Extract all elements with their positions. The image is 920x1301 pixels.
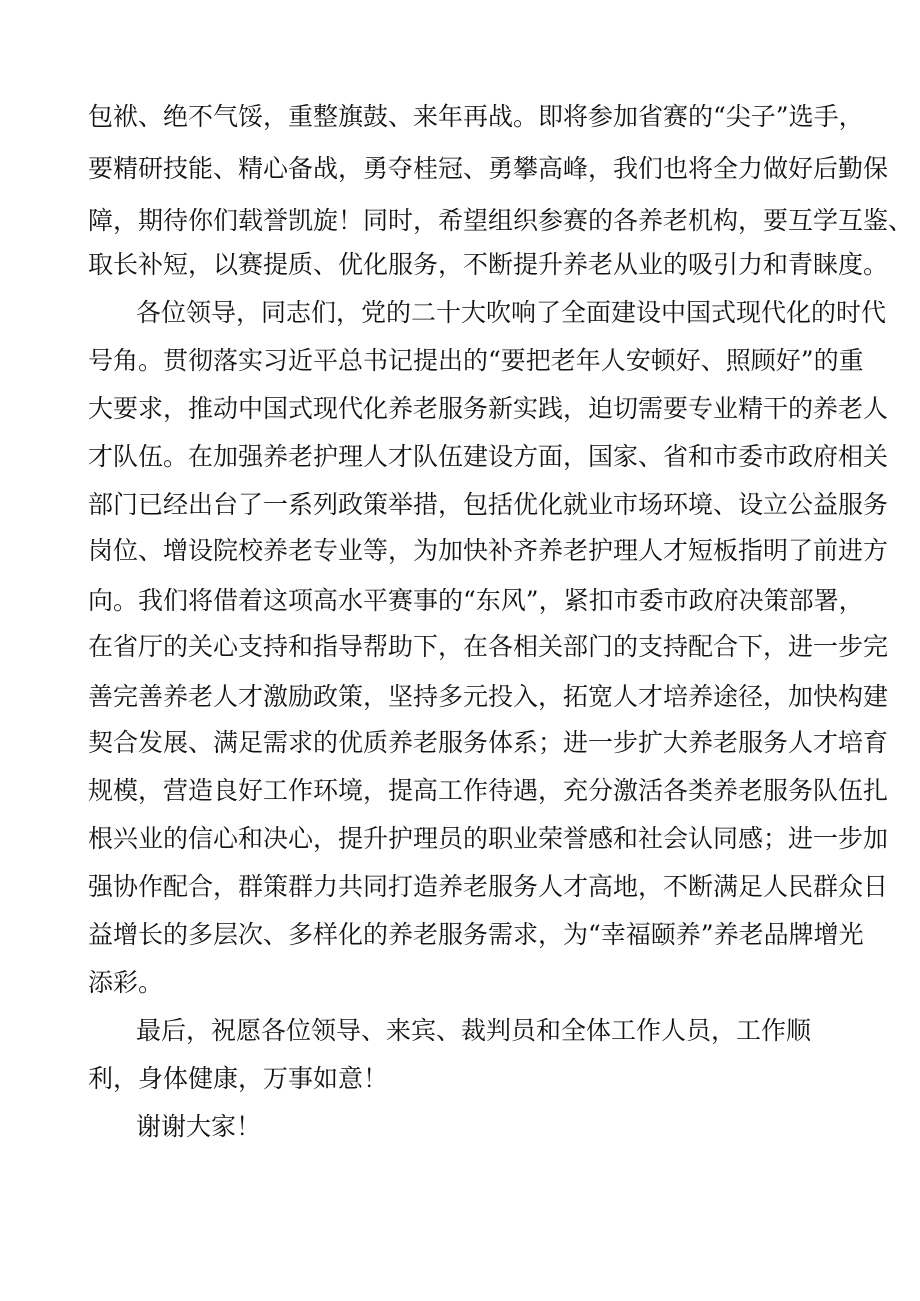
text-line: 添彩。 [88, 968, 164, 997]
text-line: 向。我们将借着这项高水平赛事的“东风”，紧扣市委市政府决策部署， [88, 586, 864, 615]
text-line: 岗位、增设院校养老专业等，为加快补齐养老护理人才短板指明了前进方 [88, 536, 889, 565]
text-line: 强协作配合，群策群力共同打造养老服务人才高地，不断满足人民群众日 [88, 872, 889, 901]
text-line: 障，期待你们载誉凯旋！同时，希望组织参赛的各养老机构，要互学互鉴、 [88, 206, 914, 235]
text-line: 根兴业的信心和决心，提升护理员的职业荣誉感和社会认同感；进一步加 [88, 824, 889, 853]
closing-line: 谢谢大家！ [136, 1112, 262, 1141]
text-line: 利，身体健康，万事如意！ [88, 1064, 389, 1093]
text-line: 包袱、绝不气馁，重整旗鼓、来年再战。即将参加省赛的“尖子”选手， [88, 102, 864, 131]
text-line: 要精研技能、精心备战，勇夺桂冠、勇攀高峰，我们也将全力做好后勤保 [88, 154, 889, 183]
text-line: 善完善养老人才激励政策，坚持多元投入，拓宽人才培养途径，加快构建 [88, 682, 889, 711]
text-line: 大要求，推动中国式现代化养老服务新实践，迫切需要专业精干的养老人 [88, 394, 889, 423]
text-line: 契合发展、满足需求的优质养老服务体系；进一步扩大养老服务人才培育 [88, 728, 889, 757]
text-line: 部门已经出台了一系列政策举措，包括优化就业市场环境、设立公益服务 [88, 490, 889, 519]
text-line: 益增长的多层次、多样化的养老服务需求，为“幸福颐养”养老品牌增光 [88, 920, 864, 949]
paragraph-start-line: 最后，祝愿各位领导、来宾、裁判员和全体工作人员，工作顺 [136, 1016, 812, 1045]
text-line: 才队伍。在加强养老护理人才队伍建设方面，国家、省和市委市政府相关 [88, 442, 889, 471]
text-line: 取长补短，以赛提质、优化服务，不断提升养老从业的吸引力和青睐度。 [88, 250, 889, 279]
text-line: 号角。贯彻落实习近平总书记提出的“要把老年人安顿好、照顾好”的重 [88, 346, 864, 375]
text-line: 在省厅的关心支持和指导帮助下，在各相关部门的支持配合下，进一步完 [88, 632, 889, 661]
text-line: 规模，营造良好工作环境，提高工作待遇，充分激活各类养老服务队伍扎 [88, 776, 889, 805]
paragraph-start-line: 各位领导，同志们，党的二十大吹响了全面建设中国式现代化的时代 [136, 298, 887, 327]
